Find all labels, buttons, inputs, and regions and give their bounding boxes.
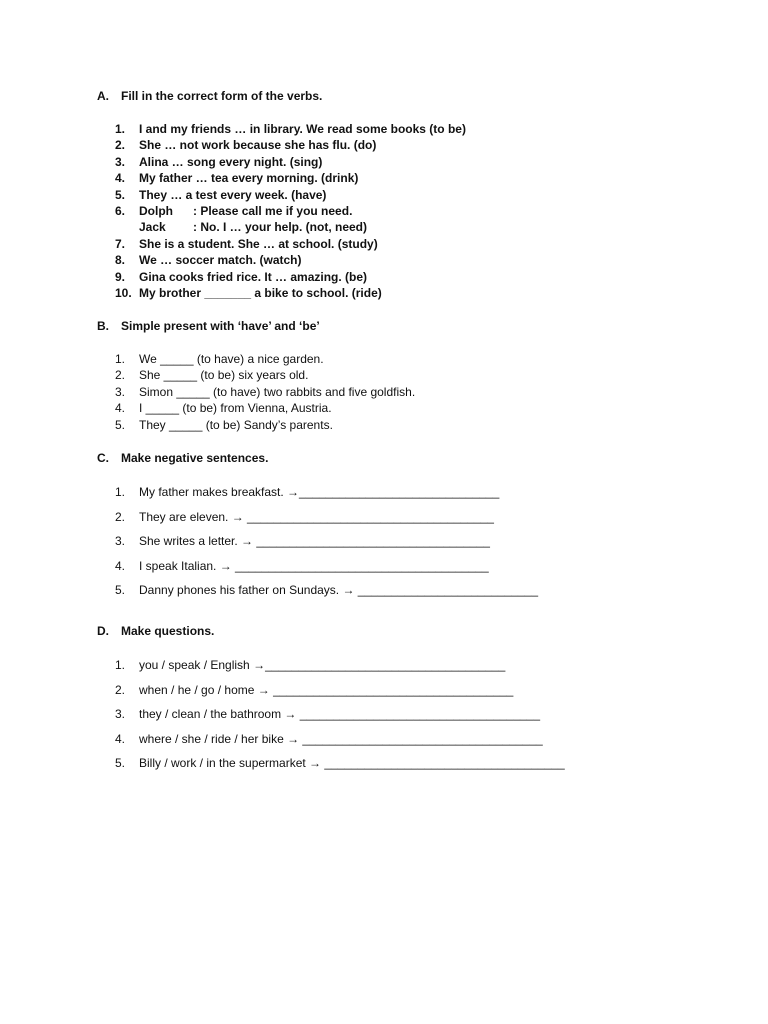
item-number: 4. <box>115 171 126 186</box>
section-heading <box>97 623 657 639</box>
list-item <box>97 137 657 153</box>
item-number: 5. <box>115 187 126 202</box>
item-number: 4. <box>115 731 126 746</box>
list-item <box>97 751 657 776</box>
list-item <box>97 285 657 301</box>
list-item <box>97 653 657 678</box>
item-text: you / speak / English →____________________________________ <box>139 658 506 672</box>
item-number: 1. <box>115 122 126 136</box>
item-text: Alina … song every night. (sing) <box>139 154 323 169</box>
item-number: 10. <box>115 285 132 300</box>
list-item <box>97 351 657 367</box>
section-b <box>97 318 657 433</box>
section-title: Make questions. <box>121 624 215 638</box>
item-number: 1. <box>115 485 126 499</box>
item-number: 8. <box>115 253 126 268</box>
section-letter: D. <box>97 624 109 638</box>
item-text: I _____ (to be) from Vienna, Austria. <box>139 401 332 416</box>
item-text: where / she / ride / her bike → ____________________________________ <box>139 731 543 746</box>
list-item <box>97 252 657 268</box>
item-number: 1. <box>115 658 126 672</box>
list-item <box>97 578 657 603</box>
item-number: 4. <box>115 558 126 573</box>
list-item <box>97 367 657 383</box>
list-item <box>97 203 657 219</box>
item-text: She writes a letter. → ___________________________________ <box>139 534 490 549</box>
item-text: She is a student. She … at school. (study) <box>139 236 378 251</box>
list-item <box>97 480 657 505</box>
item-number: 3. <box>115 534 126 549</box>
item-text: I and my friends … in library. We read some books (to be) <box>139 122 466 136</box>
section-title: Fill in the correct form of the verbs. <box>121 89 323 103</box>
item-text: She … not work because she has flu. (do) <box>139 138 377 153</box>
item-number: 3. <box>115 707 126 722</box>
section-title: Simple present with ‘have’ and ‘be’ <box>121 319 320 333</box>
item-text: She _____ (to be) six years old. <box>139 368 309 383</box>
item-number: 6. <box>115 203 126 218</box>
item-number: 7. <box>115 236 126 251</box>
item-text: Gina cooks fried rice. It … amazing. (be) <box>139 269 368 284</box>
item-number: 2. <box>115 509 126 524</box>
item-number: 3. <box>115 384 126 399</box>
list-item <box>97 187 657 203</box>
list-item <box>97 219 657 235</box>
section-letter: B. <box>97 319 109 333</box>
list-item <box>97 400 657 416</box>
list-item <box>97 170 657 186</box>
item-number: 5. <box>115 583 126 598</box>
section-letter: C. <box>97 451 109 465</box>
item-text: Simon _____ (to have) two rabbits and five goldfish. <box>139 384 416 399</box>
section-title: Make negative sentences. <box>121 451 269 465</box>
item-number: 2. <box>115 368 126 383</box>
item-text: My brother _______ a bike to school. (ride) <box>139 285 382 300</box>
item-text: We _____ (to have) a nice garden. <box>139 352 324 366</box>
exercise-list <box>97 351 657 433</box>
item-number: 9. <box>115 269 126 284</box>
item-text: They are eleven. → _____________________________________ <box>139 509 494 524</box>
item-text: I speak Italian. → ______________________________________ <box>139 558 489 573</box>
item-number: 2. <box>115 682 126 697</box>
list-item <box>97 554 657 579</box>
list-item <box>97 417 657 433</box>
item-number: 3. <box>115 154 126 169</box>
item-number: 4. <box>115 401 126 416</box>
section-letter: A. <box>97 89 109 103</box>
section-heading <box>97 88 657 104</box>
list-item <box>97 384 657 400</box>
list-item <box>97 678 657 703</box>
item-text: They … a test every week. (have) <box>139 187 327 202</box>
section-a <box>97 88 657 301</box>
item-text: We … soccer match. (watch) <box>139 253 302 268</box>
section-heading <box>97 450 657 466</box>
item-text: they / clean / the bathroom → ____________________________________ <box>139 707 541 722</box>
item-text: My father makes breakfast. →______________________________ <box>139 485 500 499</box>
item-number: 1. <box>115 352 126 366</box>
item-number-blank <box>97 219 139 235</box>
item-text: They _____ (to be) Sandy’s parents. <box>139 417 333 432</box>
dialog-line <box>139 219 657 235</box>
list-item <box>97 269 657 285</box>
item-number: 5. <box>115 756 126 771</box>
section-heading <box>97 318 657 334</box>
section-c <box>97 450 657 603</box>
speaker-name: Dolph <box>139 203 173 218</box>
exercise-list <box>97 121 657 301</box>
dialog-text: : Please call me if you need. <box>193 203 353 218</box>
item-text: Danny phones his father on Sundays. → ___________________________ <box>139 583 538 598</box>
list-item <box>97 727 657 752</box>
list-item <box>97 505 657 530</box>
dialog-text: : No. I … your help. (not, need) <box>193 220 367 235</box>
item-text: My father … tea every morning. (drink) <box>139 171 359 186</box>
item-number: 5. <box>115 417 126 432</box>
list-item <box>97 121 657 137</box>
exercise-list <box>97 653 657 776</box>
list-item <box>97 702 657 727</box>
exercise-list <box>97 480 657 603</box>
item-number: 2. <box>115 138 126 153</box>
item-text: Billy / work / in the supermarket → ____________________________________ <box>139 756 565 771</box>
list-item <box>97 236 657 252</box>
speaker-name: Jack <box>139 220 166 235</box>
list-item <box>97 529 657 554</box>
list-item <box>97 154 657 170</box>
dialog-line <box>139 203 657 219</box>
section-d <box>97 623 657 776</box>
item-text: when / he / go / home → ____________________________________ <box>139 682 514 697</box>
